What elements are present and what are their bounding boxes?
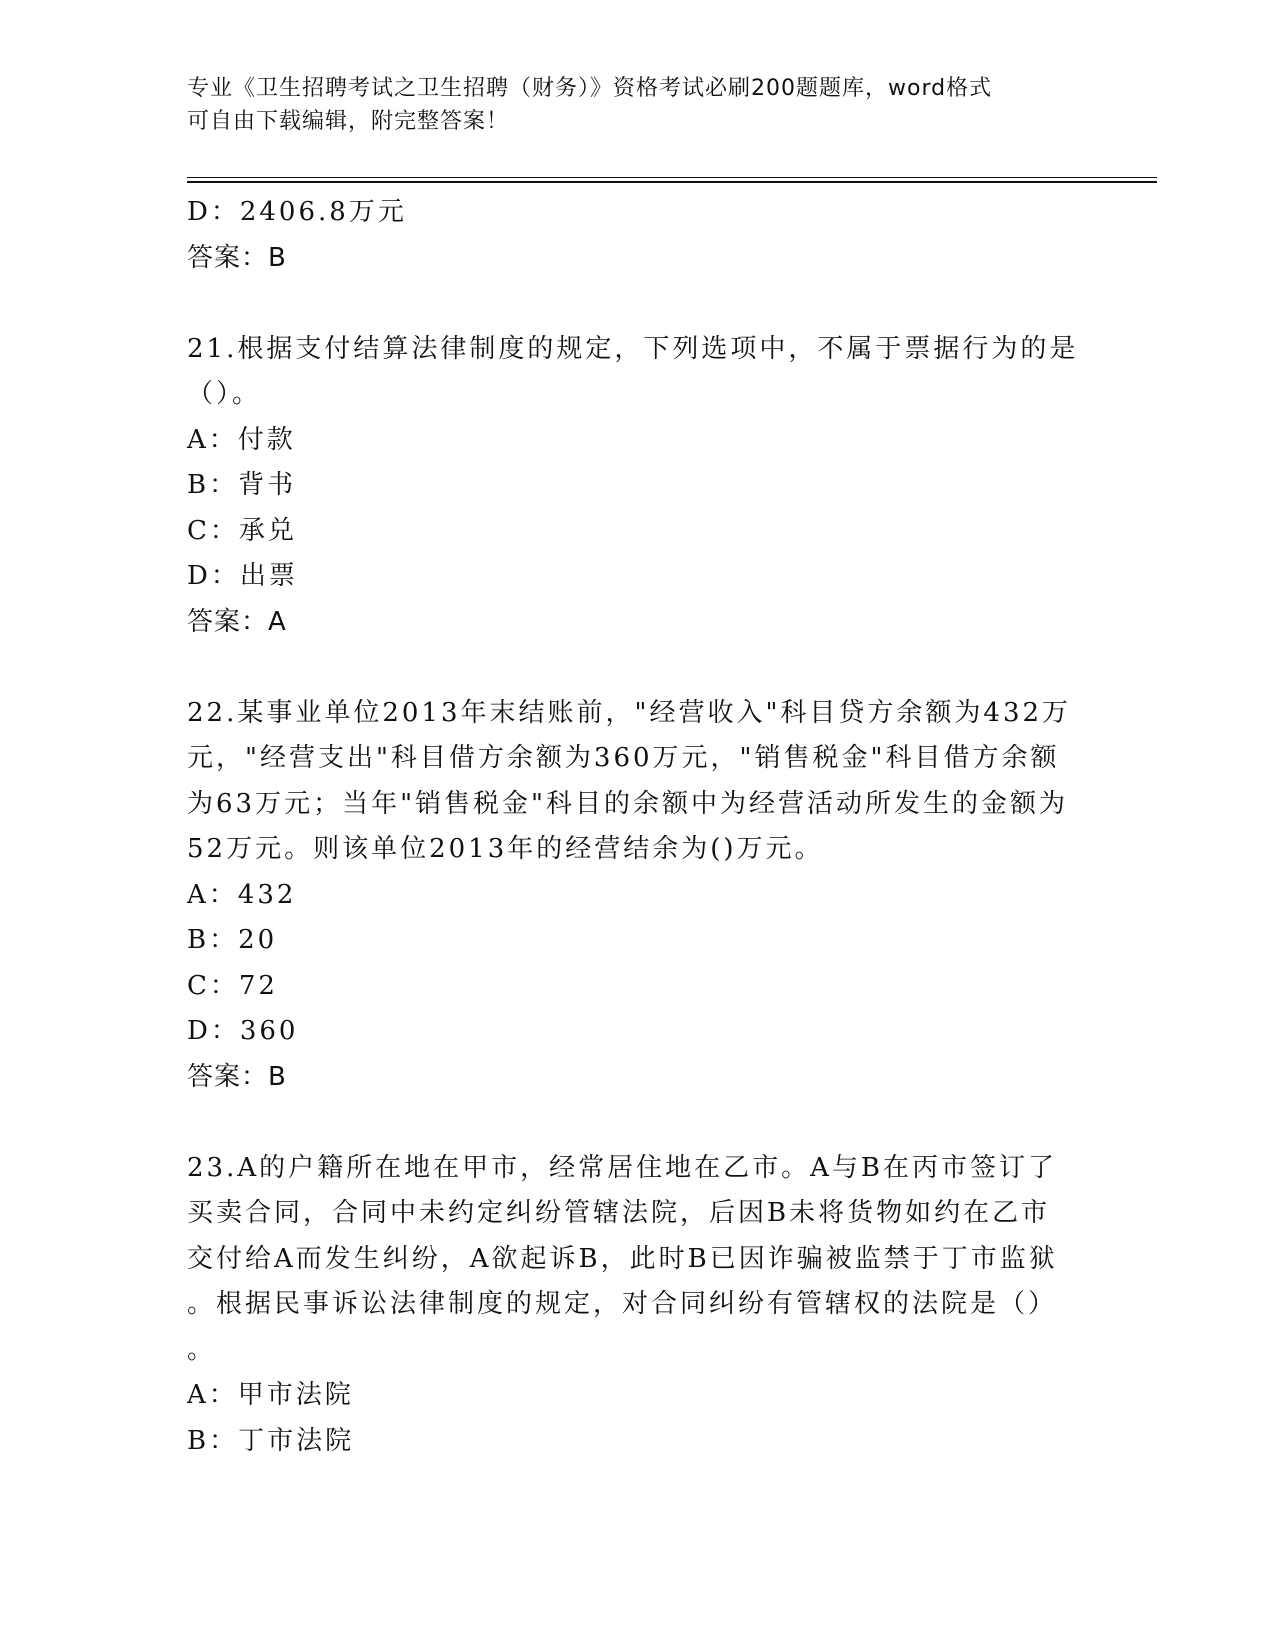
header-divider-thin [187,177,1157,178]
spacer [187,1100,1087,1146]
option-b: B：背书 [187,470,297,500]
option-d: D：360 [187,1016,299,1046]
option-b: B：丁市法院 [187,1425,355,1456]
option-a: A：付款 [187,424,296,455]
question-23 [187,1146,1087,1465]
header-line-1: 专业《卫生招聘考试之卫生招聘（财务）》资格考试必刷200题题库，word格式 [187,76,993,101]
option-c: C：72 [187,970,278,1001]
spacer [187,645,1087,691]
header-line-2: 可自由下载编辑，附完整答案！ [187,109,510,134]
question-stem: 23.A的户籍所在地在甲市，经常居住地在乙市。A与B在丙市签订了 [187,1152,1058,1183]
question-stem: 交付给A而发生纠纷，A欲起诉B，此时B已因诈骗被监禁于丁市监狱 [187,1243,1058,1274]
question-21 [187,327,1087,646]
prev-answer: 答案：B [187,242,287,273]
question-stem: 买卖合同，合同中未约定纠纷管辖法院，后因B未将货物如约在乙市 [187,1198,1051,1228]
option-a: A：甲市法院 [187,1380,354,1410]
option-c: C：承兑 [187,515,297,546]
question-stem: 。 [187,1334,217,1365]
question-stem: 22.某事业单位2013年末结账前，"经营收入"科目贷方余额为432万 [187,697,1072,728]
question-22 [187,691,1087,1101]
question-list [187,190,1087,1464]
spacer [187,281,1087,327]
question-stem: 元，"经营支出"科目借方余额为360万元，"销售税金"科目借方余额 [187,743,1060,773]
question-stem: 为63万元；当年"销售税金"科目的余额中为经营活动所发生的金额为 [187,788,1069,819]
answer: 答案：B [187,1061,287,1092]
question-stem: 52万元。则该单位2013年的经营结余为()万元。 [187,834,824,864]
header-divider-thick [187,181,1157,183]
option-b: B：20 [187,925,278,955]
question-stem: 21.根据支付结算法律制度的规定，下列选项中，不属于票据行为的是 [187,333,1079,364]
answer: 答案：A [187,606,287,637]
question-stem: （）。 [187,379,262,409]
option-d: D：出票 [187,561,298,591]
option-a: A：432 [187,879,297,910]
prev-option-d: D：2406.8万元 [187,197,407,227]
question-stem: 。根据民事诉讼法律制度的规定，对合同纠纷有管辖权的法院是（） [187,1289,1058,1319]
page-header [187,72,1067,138]
